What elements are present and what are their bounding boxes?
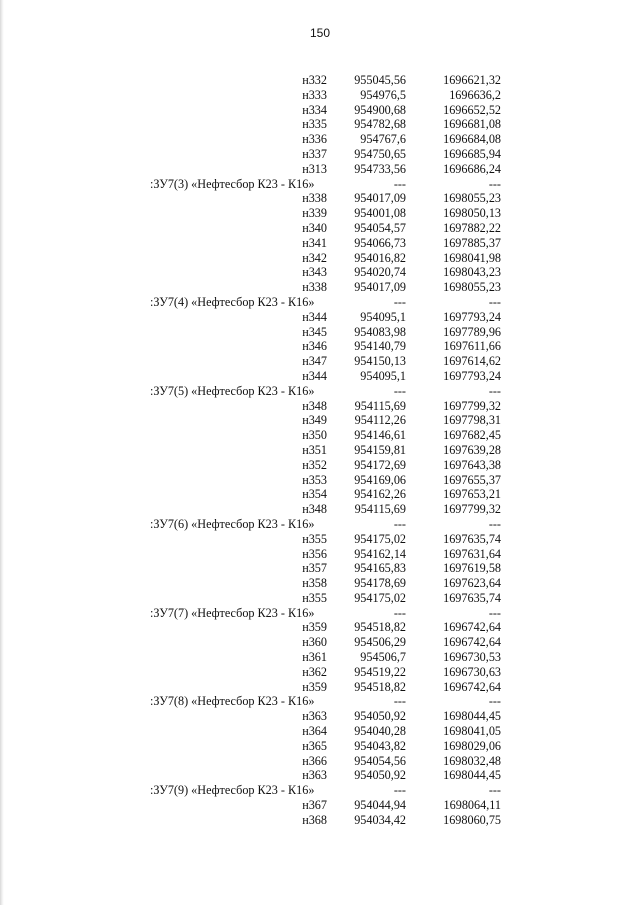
table-row: [150, 88, 501, 103]
y-coordinate-cell: 1697885,37: [443, 235, 501, 250]
table-row: [150, 547, 501, 562]
section-title: :ЗУ7(3) «Нефтесбор К23 - К16»: [150, 176, 315, 191]
table-row: [150, 103, 501, 118]
point-name-cell: н333: [302, 87, 327, 102]
y-coordinate-cell: 1697639,28: [443, 442, 501, 457]
table-row: [150, 339, 501, 354]
y-coordinate-cell: 1698055,23: [443, 191, 501, 206]
point-name-cell: н344: [302, 368, 327, 383]
point-name-cell: н336: [302, 132, 327, 147]
x-coordinate-cell: 954050,92: [354, 709, 406, 724]
x-coordinate-cell: 954140,79: [354, 339, 406, 354]
table-row: [150, 739, 501, 754]
point-name-cell: н359: [302, 679, 327, 694]
section-header-row: [150, 517, 501, 532]
y-coordinate-cell: 1698032,48: [443, 753, 501, 768]
y-coordinate-cell: 1697643,38: [443, 457, 501, 472]
section-header-row: [150, 177, 501, 192]
point-name-cell: н334: [302, 102, 327, 117]
point-name-cell: н366: [302, 753, 327, 768]
y-coordinate-cell: 1698055,23: [443, 280, 501, 295]
x-coordinate-cell: 954162,26: [354, 487, 406, 502]
y-coordinate-cell: 1697799,32: [443, 502, 501, 517]
x-coordinate-cell: ---: [393, 383, 406, 398]
x-coordinate-cell: 954020,74: [354, 265, 406, 280]
section-title: :ЗУ7(6) «Нефтесбор К23 - К16»: [150, 516, 315, 531]
point-name-cell: н351: [302, 442, 327, 457]
y-coordinate-cell: 1698041,05: [443, 724, 501, 739]
table-row: [150, 813, 501, 828]
y-coordinate-cell: 1698060,75: [443, 812, 501, 827]
page-number: 150: [309, 26, 331, 40]
table-row: [150, 620, 501, 635]
y-coordinate-cell: 1698064,11: [443, 798, 501, 813]
table-row: [150, 680, 501, 695]
section-header-row: [150, 694, 501, 709]
table-row: [150, 206, 501, 221]
point-name-cell: н352: [302, 457, 327, 472]
y-coordinate-cell: 1697611,66: [443, 339, 501, 354]
table-row: [150, 473, 501, 488]
y-coordinate-cell: 1696742,64: [443, 635, 501, 650]
x-coordinate-cell: 954017,09: [354, 191, 406, 206]
x-coordinate-cell: 954175,02: [354, 590, 406, 605]
x-coordinate-cell: 954054,57: [354, 220, 406, 235]
y-coordinate-cell: 1698044,45: [443, 768, 501, 783]
y-coordinate-cell: 1697682,45: [443, 428, 501, 443]
point-name-cell: н362: [302, 664, 327, 679]
point-name-cell: н361: [302, 650, 327, 665]
table-row: [150, 443, 501, 458]
point-name-cell: н338: [302, 280, 327, 295]
point-name-cell: н332: [302, 73, 327, 87]
x-coordinate-cell: 954050,92: [354, 768, 406, 783]
y-coordinate-cell: 1696636,2: [449, 87, 501, 102]
section-title: :ЗУ7(4) «Нефтесбор К23 - К16»: [150, 294, 315, 309]
table-row: [150, 650, 501, 665]
y-coordinate-cell: 1698041,98: [443, 250, 501, 265]
scan-edge-shadow: [0, 0, 4, 905]
section-header-row: [150, 384, 501, 399]
point-name-cell: н360: [302, 635, 327, 650]
point-name-cell: н358: [302, 576, 327, 591]
table-row: [150, 251, 501, 266]
table-row: [150, 576, 501, 591]
x-coordinate-cell: 954043,82: [354, 738, 406, 753]
point-name-cell: н338: [302, 191, 327, 206]
point-name-cell: н355: [302, 590, 327, 605]
x-coordinate-cell: 954172,69: [354, 457, 406, 472]
x-coordinate-cell: ---: [393, 176, 406, 191]
section-title: :ЗУ7(8) «Нефтесбор К23 - К16»: [150, 694, 315, 709]
y-coordinate-cell: 1697882,22: [443, 220, 501, 235]
table-row: [150, 413, 501, 428]
y-coordinate-cell: 1697635,74: [443, 531, 501, 546]
point-name-cell: н337: [302, 146, 327, 161]
table-row: [150, 709, 501, 724]
table-row: [150, 325, 501, 340]
y-coordinate-cell: 1696681,08: [443, 117, 501, 132]
y-coordinate-cell: ---: [488, 516, 501, 531]
x-coordinate-cell: 954034,42: [354, 812, 406, 827]
point-name-cell: н340: [302, 220, 327, 235]
point-name-cell: н342: [302, 250, 327, 265]
table-row: [150, 561, 501, 576]
point-name-cell: н356: [302, 546, 327, 561]
point-name-cell: н343: [302, 265, 327, 280]
table-row: [150, 428, 501, 443]
table-row: [150, 502, 501, 517]
y-coordinate-cell: 1696730,63: [443, 664, 501, 679]
y-coordinate-cell: 1697623,64: [443, 576, 501, 591]
x-coordinate-cell: 954001,08: [354, 206, 406, 221]
y-coordinate-cell: ---: [488, 294, 501, 309]
table-row: [150, 591, 501, 606]
table-row: [150, 665, 501, 680]
x-coordinate-cell: ---: [393, 516, 406, 531]
y-coordinate-cell: 1696742,64: [443, 679, 501, 694]
table-row: [150, 310, 501, 325]
x-coordinate-cell: ---: [393, 605, 406, 620]
x-coordinate-cell: ---: [393, 694, 406, 709]
y-coordinate-cell: 1696730,53: [443, 650, 501, 665]
x-coordinate-cell: 954112,26: [354, 413, 406, 428]
x-coordinate-cell: 954518,82: [354, 679, 406, 694]
x-coordinate-cell: 954095,1: [360, 309, 406, 324]
point-name-cell: н363: [302, 709, 327, 724]
y-coordinate-cell: ---: [488, 694, 501, 709]
x-coordinate-cell: 954750,65: [354, 146, 406, 161]
coordinates-table: [150, 73, 501, 828]
section-header-row: [150, 295, 501, 310]
table-row: [150, 724, 501, 739]
x-coordinate-cell: 954165,83: [354, 561, 406, 576]
x-coordinate-cell: 954115,69: [354, 398, 406, 413]
y-coordinate-cell: 1697789,96: [443, 324, 501, 339]
x-coordinate-cell: 954150,13: [354, 354, 406, 369]
point-name-cell: н363: [302, 768, 327, 783]
table-row: [150, 798, 501, 813]
x-coordinate-cell: 954162,14: [354, 546, 406, 561]
y-coordinate-cell: 1696742,64: [443, 620, 501, 635]
y-coordinate-cell: 1697655,37: [443, 472, 501, 487]
point-name-cell: н357: [302, 561, 327, 576]
point-name-cell: н359: [302, 620, 327, 635]
x-coordinate-cell: 954519,22: [354, 664, 406, 679]
y-coordinate-cell: 1697635,74: [443, 590, 501, 605]
point-name-cell: н364: [302, 724, 327, 739]
y-coordinate-cell: 1696686,24: [443, 161, 501, 176]
point-name-cell: н355: [302, 531, 327, 546]
table-row: [150, 117, 501, 132]
y-coordinate-cell: ---: [488, 783, 501, 798]
point-name-cell: н353: [302, 472, 327, 487]
x-coordinate-cell: ---: [393, 294, 406, 309]
table-row: [150, 354, 501, 369]
x-coordinate-cell: 954175,02: [354, 531, 406, 546]
point-name-cell: н335: [302, 117, 327, 132]
table-row: [150, 369, 501, 384]
table-row: [150, 265, 501, 280]
table-row: [150, 236, 501, 251]
table-row: [150, 635, 501, 650]
point-name-cell: н348: [302, 502, 327, 517]
y-coordinate-cell: ---: [488, 605, 501, 620]
y-coordinate-cell: 1697631,64: [443, 546, 501, 561]
table-row: [150, 399, 501, 414]
table-row: [150, 191, 501, 206]
y-coordinate-cell: 1696685,94: [443, 146, 501, 161]
point-name-cell: н313: [302, 161, 327, 176]
point-name-cell: н350: [302, 428, 327, 443]
table-row: [150, 132, 501, 147]
point-name-cell: н367: [302, 798, 327, 813]
y-coordinate-cell: 1697619,58: [443, 561, 501, 576]
point-name-cell: н345: [302, 324, 327, 339]
y-coordinate-cell: 1697798,31: [443, 413, 501, 428]
x-coordinate-cell: 955045,56: [354, 73, 406, 87]
y-coordinate-cell: 1697653,21: [443, 487, 501, 502]
y-coordinate-cell: 1698044,45: [443, 709, 501, 724]
x-coordinate-cell: 954767,6: [360, 132, 406, 147]
x-coordinate-cell: 954169,06: [354, 472, 406, 487]
y-coordinate-cell: 1697793,24: [443, 368, 501, 383]
table-row: [150, 458, 501, 473]
y-coordinate-cell: 1698043,23: [443, 265, 501, 280]
y-coordinate-cell: 1696621,32: [443, 73, 501, 87]
x-coordinate-cell: 954083,98: [354, 324, 406, 339]
table-row: [150, 221, 501, 236]
x-coordinate-cell: 954066,73: [354, 235, 406, 250]
point-name-cell: н339: [302, 206, 327, 221]
y-coordinate-cell: 1696652,52: [443, 102, 501, 117]
x-coordinate-cell: 954095,1: [360, 368, 406, 383]
section-title: :ЗУ7(5) «Нефтесбор К23 - К16»: [150, 383, 315, 398]
table-row: [150, 532, 501, 547]
x-coordinate-cell: 954178,69: [354, 576, 406, 591]
y-coordinate-cell: 1697614,62: [443, 354, 501, 369]
x-coordinate-cell: 954054,56: [354, 753, 406, 768]
x-coordinate-cell: 954900,68: [354, 102, 406, 117]
point-name-cell: н365: [302, 738, 327, 753]
y-coordinate-cell: 1696684,08: [443, 132, 501, 147]
table-row: [150, 487, 501, 502]
table-row: [150, 280, 501, 295]
y-coordinate-cell: ---: [488, 383, 501, 398]
x-coordinate-cell: 954733,56: [354, 161, 406, 176]
x-coordinate-cell: 954017,09: [354, 280, 406, 295]
table-row: [150, 147, 501, 162]
x-coordinate-cell: 954782,68: [354, 117, 406, 132]
y-coordinate-cell: 1697799,32: [443, 398, 501, 413]
point-name-cell: н347: [302, 354, 327, 369]
y-coordinate-cell: 1697793,24: [443, 309, 501, 324]
section-header-row: [150, 606, 501, 621]
point-name-cell: н368: [302, 812, 327, 827]
table-row: [150, 768, 501, 783]
y-coordinate-cell: 1698029,06: [443, 738, 501, 753]
x-coordinate-cell: 954506,29: [354, 635, 406, 650]
point-name-cell: н348: [302, 398, 327, 413]
x-coordinate-cell: 954976,5: [360, 87, 406, 102]
point-name-cell: н344: [302, 309, 327, 324]
point-name-cell: н346: [302, 339, 327, 354]
y-coordinate-cell: 1698050,13: [443, 206, 501, 221]
table-row: [150, 162, 501, 177]
x-coordinate-cell: ---: [393, 783, 406, 798]
coordinates-table-body: [150, 73, 501, 828]
table-row: [150, 73, 501, 88]
point-name-cell: н354: [302, 487, 327, 502]
table-row: [150, 754, 501, 769]
x-coordinate-cell: 954506,7: [360, 650, 406, 665]
section-title: :ЗУ7(7) «Нефтесбор К23 - К16»: [150, 605, 315, 620]
x-coordinate-cell: 954040,28: [354, 724, 406, 739]
x-coordinate-cell: 954159,81: [354, 442, 406, 457]
x-coordinate-cell: 954016,82: [354, 250, 406, 265]
point-name-cell: н341: [302, 235, 327, 250]
x-coordinate-cell: 954115,69: [354, 502, 406, 517]
y-coordinate-cell: ---: [488, 176, 501, 191]
section-title: :ЗУ7(9) «Нефтесбор К23 - К16»: [150, 783, 315, 798]
section-header-row: [150, 783, 501, 798]
x-coordinate-cell: 954518,82: [354, 620, 406, 635]
x-coordinate-cell: 954044,94: [354, 798, 406, 813]
x-coordinate-cell: 954146,61: [354, 428, 406, 443]
point-name-cell: н349: [302, 413, 327, 428]
